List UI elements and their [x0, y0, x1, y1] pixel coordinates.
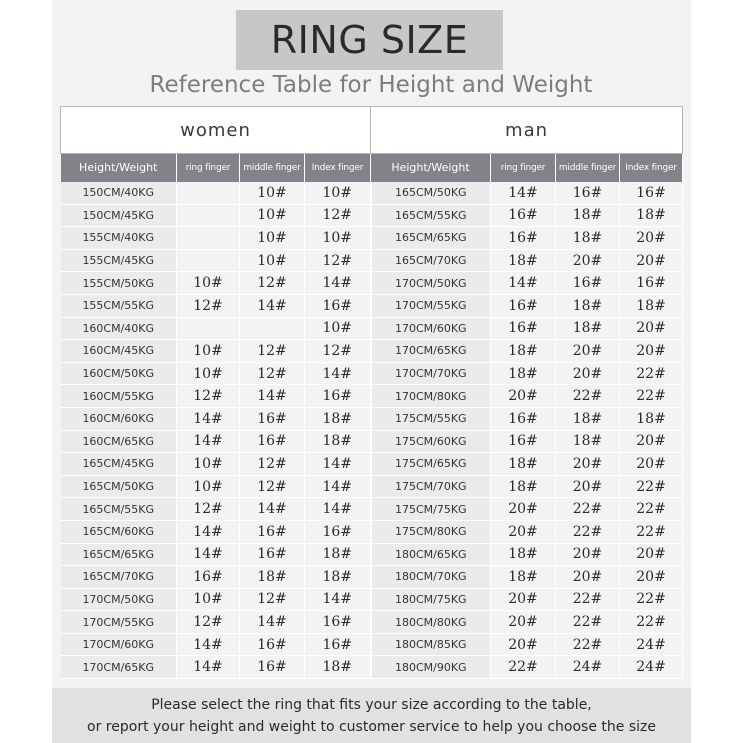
ring-size-cell: 16#	[305, 520, 371, 543]
ring-size-cell: 20#	[556, 475, 620, 498]
size-table	[60, 106, 683, 679]
ring-size-cell: 12#	[305, 249, 371, 272]
ring-size-cell: 10#	[177, 453, 240, 476]
page-title: RING SIZE	[270, 18, 469, 62]
ring-size-cell: 14#	[240, 385, 305, 408]
table-row	[61, 317, 683, 340]
ring-size-cell: 22#	[620, 520, 683, 543]
height-weight-cell: 160CM/45KG	[61, 340, 177, 363]
ring-size-cell: 16#	[177, 566, 240, 589]
height-weight-cell: 160CM/40KG	[61, 317, 177, 340]
ring-size-cell: 10#	[305, 317, 371, 340]
ring-size-cell: 16#	[620, 272, 683, 295]
ring-size-cell	[177, 227, 240, 250]
ring-size-cell: 22#	[556, 588, 620, 611]
ring-size-cell: 16#	[305, 633, 371, 656]
height-weight-cell: 175CM/65KG	[371, 453, 491, 476]
column-header-row	[61, 154, 683, 182]
height-weight-cell: 175CM/70KG	[371, 475, 491, 498]
ring-size-cell: 18#	[556, 294, 620, 317]
ring-size-cell: 18#	[305, 407, 371, 430]
ring-size-cell: 12#	[305, 340, 371, 363]
ring-size-cell: 20#	[491, 385, 556, 408]
ring-size-cell: 22#	[620, 611, 683, 634]
group-header-man: man	[371, 107, 683, 154]
height-weight-cell: 180CM/70KG	[371, 566, 491, 589]
table-row	[61, 453, 683, 476]
ring-size-cell: 14#	[491, 182, 556, 205]
ring-size-cell: 16#	[240, 633, 305, 656]
ring-size-cell: 18#	[305, 430, 371, 453]
ring-size-cell: 16#	[491, 227, 556, 250]
table-row	[61, 407, 683, 430]
height-weight-cell: 180CM/75KG	[371, 588, 491, 611]
table-row	[61, 204, 683, 227]
column-header-middle-finger: middle finger	[556, 154, 620, 182]
subtitle: Reference Table for Height and Weight	[149, 72, 593, 98]
ring-size-cell: 22#	[620, 362, 683, 385]
height-weight-cell: 175CM/60KG	[371, 430, 491, 453]
ring-size-cell: 18#	[556, 317, 620, 340]
ring-size-cell: 18#	[620, 294, 683, 317]
ring-size-cell: 20#	[620, 453, 683, 476]
ring-size-cell: 14#	[305, 498, 371, 521]
ring-size-cell: 18#	[491, 249, 556, 272]
table-row	[61, 272, 683, 295]
ring-size-cell	[177, 204, 240, 227]
ring-size-cell: 18#	[556, 407, 620, 430]
height-weight-cell: 175CM/80KG	[371, 520, 491, 543]
ring-size-cell: 14#	[240, 294, 305, 317]
table-row	[61, 294, 683, 317]
table-row	[61, 362, 683, 385]
ring-size-cell: 16#	[240, 543, 305, 566]
column-header-ring-finger: ring finger	[491, 154, 556, 182]
ring-size-cell: 20#	[491, 633, 556, 656]
height-weight-cell: 160CM/55KG	[61, 385, 177, 408]
ring-size-cell: 14#	[305, 475, 371, 498]
ring-size-cell: 10#	[177, 475, 240, 498]
ring-size-cell: 14#	[177, 633, 240, 656]
table-row	[61, 430, 683, 453]
ring-size-cell: 18#	[305, 566, 371, 589]
table-row	[61, 475, 683, 498]
ring-size-cell: 16#	[491, 204, 556, 227]
table-row	[61, 520, 683, 543]
ring-size-cell: 14#	[240, 498, 305, 521]
ring-size-cell: 12#	[177, 611, 240, 634]
ring-size-cell: 12#	[177, 294, 240, 317]
height-weight-cell: 165CM/55KG	[371, 204, 491, 227]
height-weight-cell: 165CM/70KG	[61, 566, 177, 589]
height-weight-cell: 170CM/65KG	[61, 656, 177, 679]
size-table-wrapper	[60, 106, 682, 679]
ring-size-cell: 16#	[556, 272, 620, 295]
table-row	[61, 588, 683, 611]
footer-line-2: or report your height and weight to customer service to help you choose the size	[87, 718, 656, 735]
ring-size-cell: 16#	[556, 182, 620, 205]
height-weight-cell: 155CM/50KG	[61, 272, 177, 295]
ring-size-cell	[177, 317, 240, 340]
ring-size-cell: 18#	[491, 566, 556, 589]
height-weight-cell: 165CM/55KG	[61, 498, 177, 521]
height-weight-cell: 170CM/80KG	[371, 385, 491, 408]
ring-size-cell: 20#	[491, 498, 556, 521]
ring-size-cell: 24#	[620, 656, 683, 679]
ring-size-cell: 20#	[491, 611, 556, 634]
ring-size-cell: 18#	[491, 340, 556, 363]
ring-size-cell: 16#	[491, 407, 556, 430]
ring-size-cell: 14#	[177, 520, 240, 543]
ring-size-cell: 18#	[556, 204, 620, 227]
table-row	[61, 249, 683, 272]
ring-size-cell	[177, 249, 240, 272]
table-row	[61, 611, 683, 634]
ring-size-cell: 12#	[240, 453, 305, 476]
ring-size-cell: 18#	[556, 430, 620, 453]
ring-size-cell: 16#	[491, 430, 556, 453]
ring-size-cell: 14#	[177, 543, 240, 566]
ring-size-cell: 16#	[305, 611, 371, 634]
ring-size-cell: 14#	[177, 656, 240, 679]
ring-size-cell: 20#	[556, 543, 620, 566]
ring-size-cell: 16#	[620, 182, 683, 205]
ring-size-cell: 16#	[240, 407, 305, 430]
ring-size-cell: 16#	[240, 656, 305, 679]
ring-size-cell: 14#	[491, 272, 556, 295]
height-weight-cell: 165CM/60KG	[61, 520, 177, 543]
footer-line-1: Please select the ring that fits your size according to the table,	[151, 696, 592, 713]
ring-size-cell: 14#	[305, 272, 371, 295]
ring-size-cell: 10#	[240, 227, 305, 250]
ring-size-cell: 20#	[620, 340, 683, 363]
ring-size-cell: 18#	[556, 227, 620, 250]
column-header-height-weight: Height/Weight	[61, 154, 177, 182]
ring-size-cell: 16#	[491, 317, 556, 340]
ring-size-cell: 22#	[556, 611, 620, 634]
ring-size-cell: 22#	[620, 385, 683, 408]
height-weight-cell: 150CM/45KG	[61, 204, 177, 227]
height-weight-cell: 170CM/55KG	[61, 611, 177, 634]
ring-size-cell: 22#	[556, 498, 620, 521]
height-weight-cell: 155CM/45KG	[61, 249, 177, 272]
ring-size-cell: 14#	[305, 588, 371, 611]
ring-size-cell: 16#	[491, 294, 556, 317]
column-header-index-finger: Index finger	[620, 154, 683, 182]
ring-size-cell	[240, 317, 305, 340]
height-weight-cell: 170CM/60KG	[371, 317, 491, 340]
ring-size-cell: 22#	[556, 633, 620, 656]
table-row	[61, 543, 683, 566]
height-weight-cell: 165CM/65KG	[371, 227, 491, 250]
footer-note	[52, 688, 691, 743]
ring-size-cell: 22#	[620, 588, 683, 611]
height-weight-cell: 165CM/70KG	[371, 249, 491, 272]
ring-size-cell: 20#	[556, 340, 620, 363]
ring-size-cell: 24#	[556, 656, 620, 679]
column-header-middle-finger: middle finger	[240, 154, 305, 182]
ring-size-cell: 18#	[491, 475, 556, 498]
ring-size-cell: 16#	[240, 430, 305, 453]
table-row	[61, 633, 683, 656]
title-banner	[236, 10, 503, 70]
ring-size-cell	[177, 182, 240, 205]
height-weight-cell: 165CM/65KG	[61, 543, 177, 566]
ring-size-cell: 14#	[305, 362, 371, 385]
ring-size-cell: 22#	[620, 475, 683, 498]
ring-size-cell: 22#	[556, 385, 620, 408]
ring-size-cell: 20#	[491, 588, 556, 611]
ring-size-cell: 18#	[620, 204, 683, 227]
ring-size-cell: 10#	[305, 182, 371, 205]
table-row	[61, 566, 683, 589]
height-weight-cell: 155CM/55KG	[61, 294, 177, 317]
height-weight-cell: 170CM/50KG	[61, 588, 177, 611]
table-row	[61, 656, 683, 679]
ring-size-cell: 12#	[240, 362, 305, 385]
ring-size-cell: 18#	[491, 453, 556, 476]
ring-size-cell: 10#	[240, 182, 305, 205]
ring-size-cell: 14#	[240, 611, 305, 634]
ring-size-cell: 20#	[620, 566, 683, 589]
table-row	[61, 340, 683, 363]
column-header-height-weight: Height/Weight	[371, 154, 491, 182]
height-weight-cell: 165CM/50KG	[371, 182, 491, 205]
ring-size-cell: 12#	[240, 272, 305, 295]
ring-size-cell: 20#	[620, 430, 683, 453]
table-row	[61, 385, 683, 408]
ring-size-cell: 10#	[177, 340, 240, 363]
ring-size-cell: 14#	[305, 453, 371, 476]
ring-size-cell: 20#	[620, 249, 683, 272]
table-body	[61, 182, 683, 679]
height-weight-cell: 170CM/60KG	[61, 633, 177, 656]
height-weight-cell: 150CM/40KG	[61, 182, 177, 205]
ring-size-cell: 14#	[177, 430, 240, 453]
ring-size-cell: 22#	[620, 498, 683, 521]
ring-size-cell: 12#	[305, 204, 371, 227]
ring-size-cell: 18#	[305, 543, 371, 566]
table-row	[61, 182, 683, 205]
ring-size-cell: 16#	[305, 385, 371, 408]
ring-size-cell: 10#	[240, 249, 305, 272]
ring-size-cell: 12#	[177, 498, 240, 521]
column-header-index-finger: Index finger	[305, 154, 371, 182]
height-weight-cell: 160CM/60KG	[61, 407, 177, 430]
height-weight-cell: 170CM/70KG	[371, 362, 491, 385]
ring-size-cell: 12#	[240, 588, 305, 611]
ring-size-cell: 10#	[240, 204, 305, 227]
height-weight-cell: 160CM/50KG	[61, 362, 177, 385]
ring-size-cell: 22#	[556, 520, 620, 543]
ring-size-cell: 10#	[177, 362, 240, 385]
ring-size-cell: 24#	[620, 633, 683, 656]
ring-size-cell: 12#	[240, 340, 305, 363]
height-weight-cell: 165CM/45KG	[61, 453, 177, 476]
ring-size-cell: 20#	[620, 317, 683, 340]
ring-size-cell: 14#	[177, 407, 240, 430]
height-weight-cell: 170CM/55KG	[371, 294, 491, 317]
ring-size-cell: 18#	[305, 656, 371, 679]
height-weight-cell: 175CM/75KG	[371, 498, 491, 521]
ring-size-cell: 20#	[556, 249, 620, 272]
ring-size-cell: 12#	[177, 385, 240, 408]
height-weight-cell: 170CM/50KG	[371, 272, 491, 295]
ring-size-cell: 20#	[620, 227, 683, 250]
ring-size-cell: 16#	[240, 520, 305, 543]
table-row	[61, 498, 683, 521]
height-weight-cell: 160CM/65KG	[61, 430, 177, 453]
ring-size-cell: 18#	[240, 566, 305, 589]
group-header-women: women	[61, 107, 371, 154]
ring-size-cell: 10#	[305, 227, 371, 250]
ring-size-cell: 22#	[491, 656, 556, 679]
ring-size-cell: 18#	[491, 543, 556, 566]
ring-size-cell: 20#	[620, 543, 683, 566]
ring-size-cell: 20#	[556, 362, 620, 385]
height-weight-cell: 155CM/40KG	[61, 227, 177, 250]
height-weight-cell: 165CM/50KG	[61, 475, 177, 498]
height-weight-cell: 170CM/65KG	[371, 340, 491, 363]
height-weight-cell: 180CM/90KG	[371, 656, 491, 679]
table-row	[61, 227, 683, 250]
height-weight-cell: 180CM/65KG	[371, 543, 491, 566]
height-weight-cell: 180CM/80KG	[371, 611, 491, 634]
ring-size-cell: 20#	[491, 520, 556, 543]
height-weight-cell: 175CM/55KG	[371, 407, 491, 430]
ring-size-cell: 20#	[556, 566, 620, 589]
height-weight-cell: 180CM/85KG	[371, 633, 491, 656]
column-header-ring-finger: ring finger	[177, 154, 240, 182]
ring-size-cell: 10#	[177, 272, 240, 295]
ring-size-cell: 20#	[556, 453, 620, 476]
ring-size-cell: 12#	[240, 475, 305, 498]
ring-size-cell: 18#	[620, 407, 683, 430]
ring-size-cell: 18#	[491, 362, 556, 385]
ring-size-cell: 16#	[305, 294, 371, 317]
ring-size-cell: 10#	[177, 588, 240, 611]
